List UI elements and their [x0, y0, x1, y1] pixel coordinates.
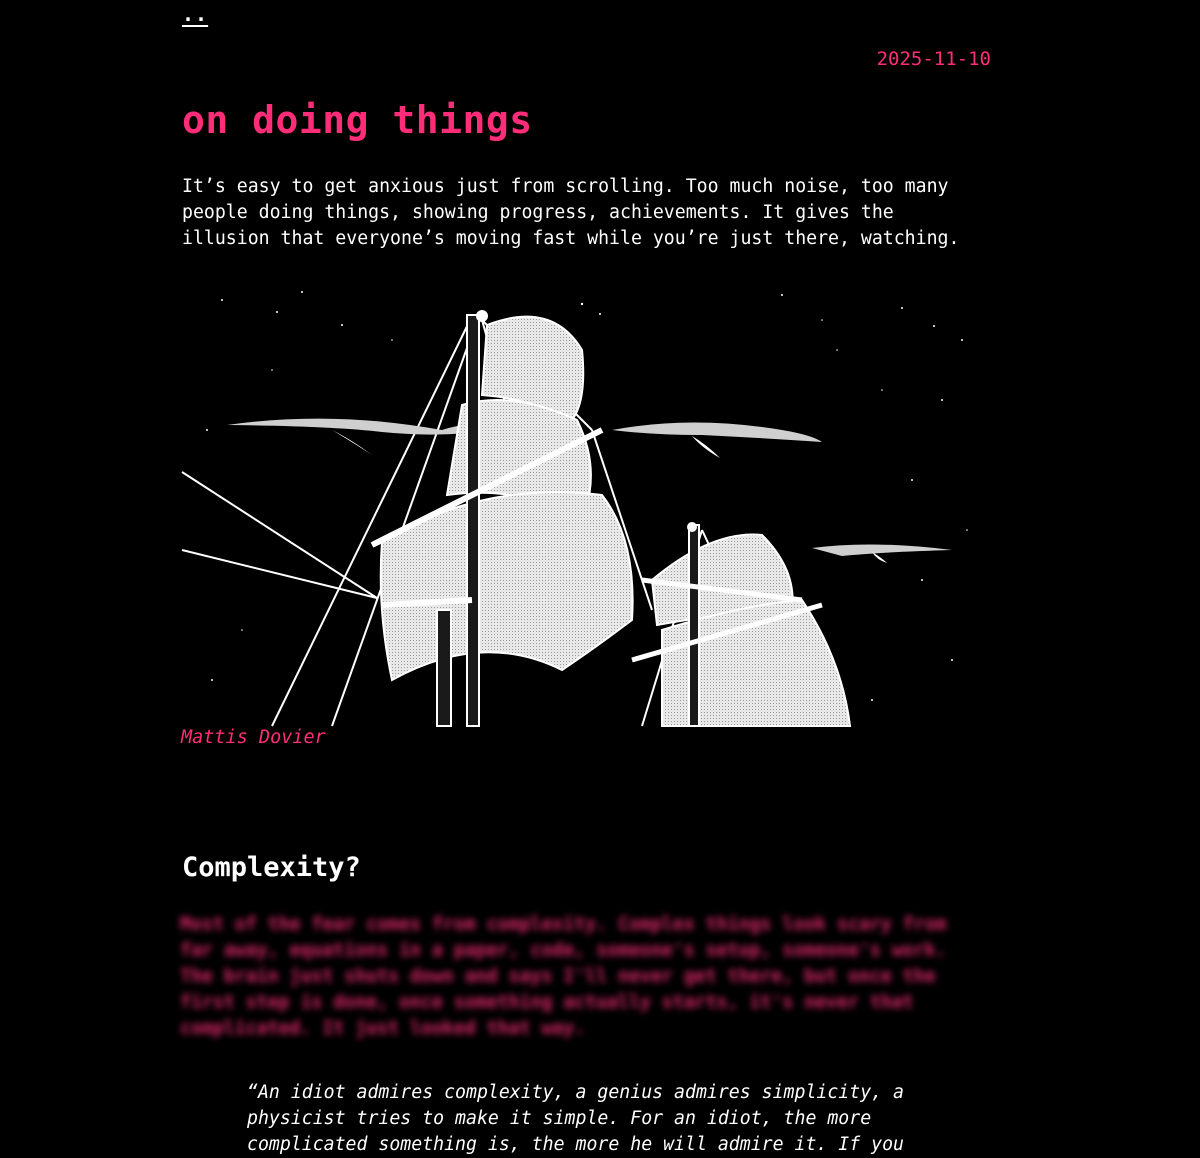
- quote-block: “An idiot admires complexity, a genius admires simplicity, a physicist tries to make it simple. For an idiot, the more complicated something is, the more he will admire it. If you: [247, 1082, 904, 1155]
- sailing-ship-illustration: [182, 280, 982, 726]
- section-heading-complexity: Complexity?: [182, 852, 361, 883]
- post-date: 2025-11-10: [876, 48, 991, 70]
- blurred-paragraph: Most of the fear comes from complexity. Complex things look scary from far away, equations in a paper, code, someone's setup, someone's work. The brain just shuts down and says I'll never get there, but once the first step is done, once something actually starts, it's never that complicated. It just looked that way.: [180, 914, 947, 1039]
- figure-caption: Mattis Dovier: [181, 727, 326, 748]
- intro-paragraph: It’s easy to get anxious just from scrolling. Too much noise, too many people doing things, showing progress, achievements. It gives the illusion that everyone’s moving fast while you’re just there, watching.: [182, 176, 960, 249]
- sailing-ship-figure: [182, 280, 982, 726]
- back-link[interactable]: ..: [182, 2, 209, 26]
- page-title: on doing things: [182, 98, 533, 142]
